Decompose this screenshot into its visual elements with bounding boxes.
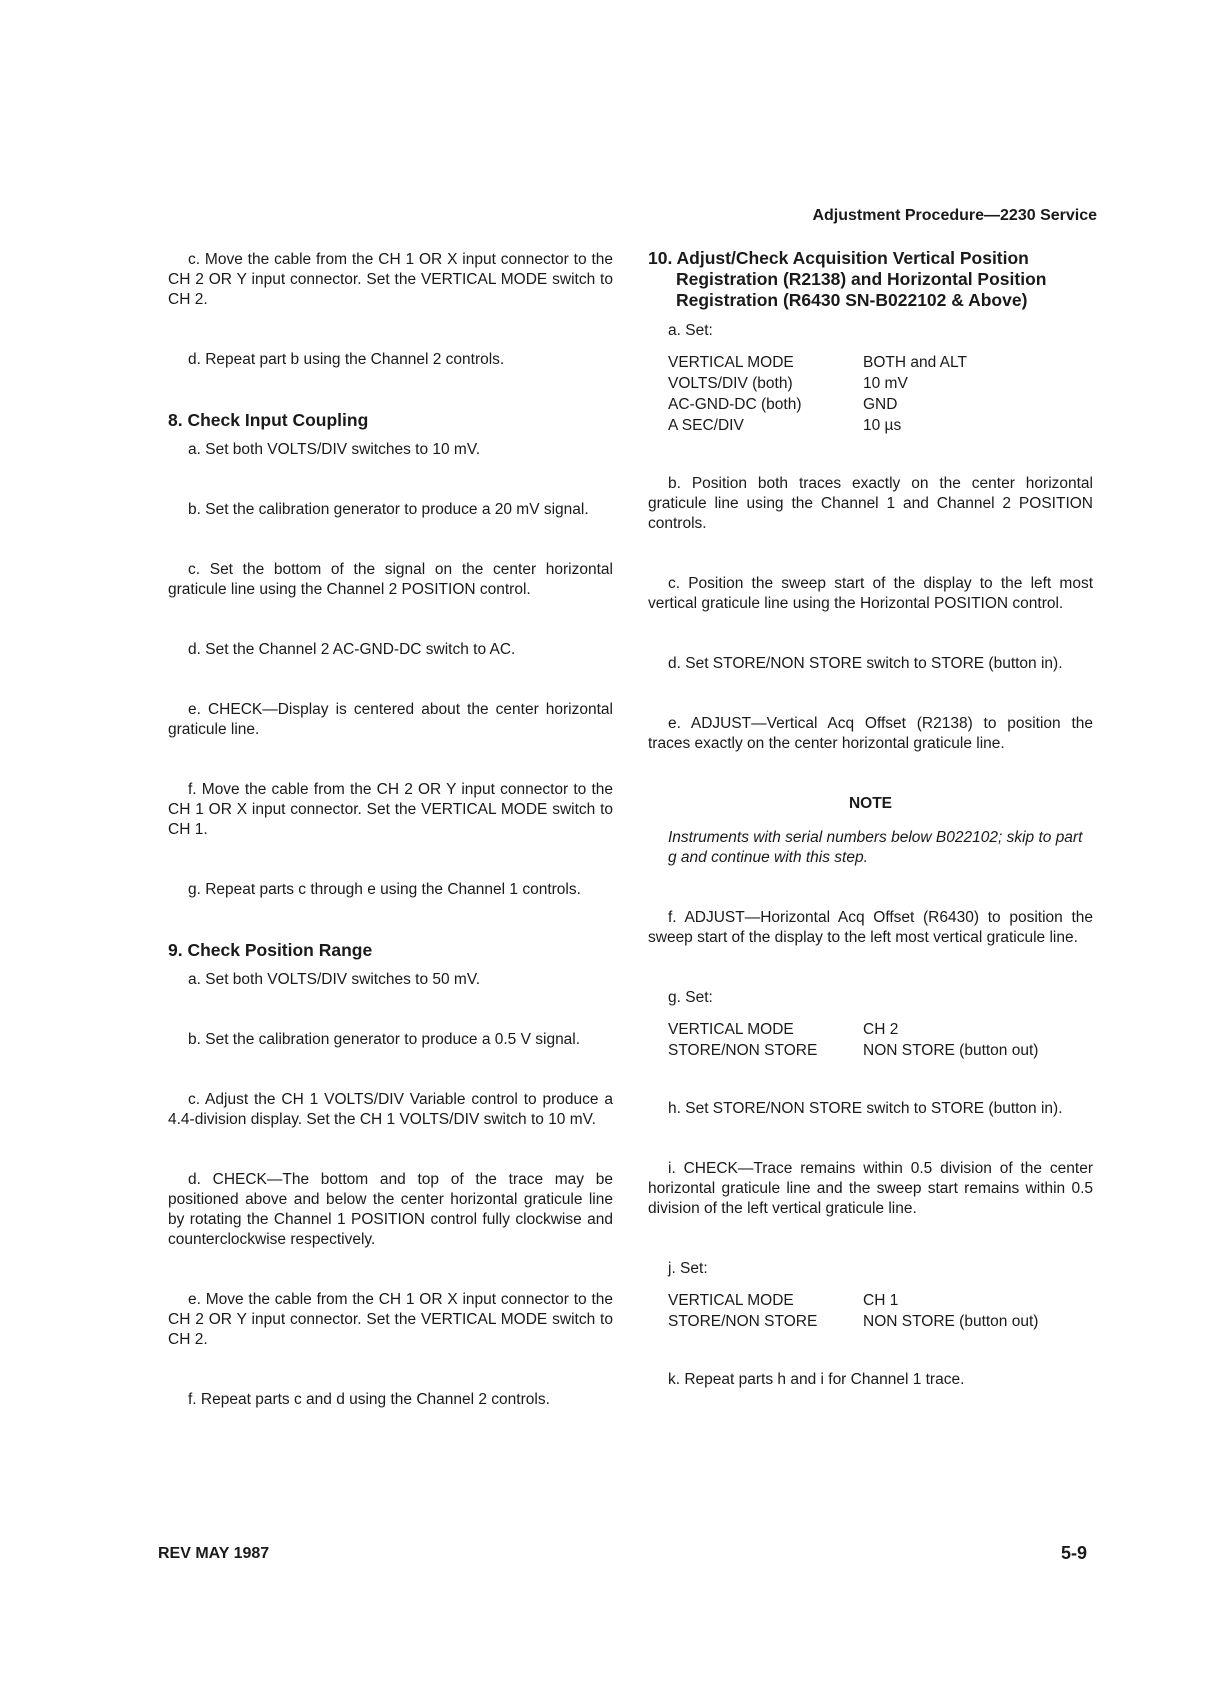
step8-part-a: a. Set both VOLTS/DIV switches to 10 mV. bbox=[188, 441, 481, 458]
step8-part-f: f. Move the cable from the CH 2 OR Y input connector to the CH 1 OR X input connector. Set the VERTICAL MODE switch to CH 1. bbox=[168, 781, 613, 838]
setting-value: NON STORE (button out) bbox=[863, 1042, 1039, 1059]
step10-part-d: d. Set STORE/NON STORE switch to STORE (button in). bbox=[668, 655, 1063, 672]
step10-part-b: b. Position both traces exactly on the center horizontal graticule line using the Channel 1 and Channel 2 POSITION controls. bbox=[648, 475, 1093, 532]
step10-part-k: k. Repeat parts h and i for Channel 1 trace. bbox=[668, 1371, 965, 1388]
settings-table-g bbox=[668, 1020, 1093, 1061]
step10-part-a: a. Set: bbox=[668, 322, 713, 339]
step9-part-c: c. Adjust the CH 1 VOLTS/DIV Variable control to produce a 4.4-division display. Set the CH 1 VOLTS/DIV switch to 10 mV. bbox=[168, 1091, 613, 1128]
step8-heading: 8. Check Input Coupling bbox=[168, 410, 369, 430]
setting-value: CH 2 bbox=[863, 1021, 899, 1038]
step7-part-d: d. Repeat part b using the Channel 2 controls. bbox=[188, 351, 505, 368]
setting-value: CH 1 bbox=[863, 1292, 899, 1309]
left-column bbox=[168, 250, 613, 1450]
step10-part-c: c. Position the sweep start of the display to the left most vertical graticule line using the Horizontal POSITION control. bbox=[648, 575, 1093, 612]
running-header: Adjustment Procedure—2230 Service bbox=[812, 207, 1097, 224]
step9-part-b: b. Set the calibration generator to produce a 0.5 V signal. bbox=[188, 1031, 581, 1048]
page-number: 5-9 bbox=[1060, 1543, 1087, 1563]
step10-part-f: f. ADJUST—Horizontal Acq Offset (R6430) to position the sweep start of the display to the left most vertical graticule line. bbox=[648, 909, 1093, 946]
step9-part-f: f. Repeat parts c and d using the Channel 2 controls. bbox=[188, 1391, 550, 1408]
setting-value: 10 mV bbox=[863, 375, 908, 392]
step10-part-h: h. Set STORE/NON STORE switch to STORE (button in). bbox=[668, 1100, 1063, 1117]
step10-part-j: j. Set: bbox=[668, 1260, 708, 1277]
note-heading: NOTE bbox=[848, 795, 893, 812]
step9-part-d: d. CHECK—The bottom and top of the trace may be positioned above and below the center horizontal graticule line by rotating the Channel 1 POSITION control fully clockwise and counterclockwise respectively. bbox=[168, 1171, 613, 1248]
step9-part-e: e. Move the cable from the CH 1 OR X input connector to the CH 2 OR Y input connector. Set the VERTICAL MODE switch to CH 2. bbox=[168, 1291, 613, 1348]
step9-part-a: a. Set both VOLTS/DIV switches to 50 mV. bbox=[188, 971, 481, 988]
setting-key: A SEC/DIV bbox=[668, 417, 744, 434]
step7-part-c: c. Move the cable from the CH 1 OR X input connector to the CH 2 OR Y input connector. Set the VERTICAL MODE switch to CH 2. bbox=[168, 251, 613, 308]
setting-key: STORE/NON STORE bbox=[668, 1042, 818, 1059]
step8-part-c: c. Set the bottom of the signal on the center horizontal graticule line using the Channel 2 POSITION control. bbox=[168, 561, 613, 598]
setting-value: NON STORE (button out) bbox=[863, 1313, 1039, 1330]
setting-key: AC-GND-DC (both) bbox=[668, 396, 802, 413]
step10-part-g: g. Set: bbox=[668, 989, 713, 1006]
step10-heading: 10. Adjust/Check Acquisition Vertical Position Registration (R2138) and Horizontal Position Registration (R6430 SN-B022102 & Above) bbox=[648, 248, 1047, 310]
note-text: Instruments with serial numbers below B022102; skip to part g and continue with this step. bbox=[668, 829, 1083, 866]
setting-key: VOLTS/DIV (both) bbox=[668, 375, 793, 392]
step10-part-e: e. ADJUST—Vertical Acq Offset (R2138) to position the traces exactly on the center horizontal graticule line. bbox=[648, 715, 1093, 752]
step8-part-e: e. CHECK—Display is centered about the center horizontal graticule line. bbox=[168, 701, 613, 738]
settings-table-a bbox=[668, 353, 1093, 436]
step8-part-b: b. Set the calibration generator to produce a 20 mV signal. bbox=[188, 501, 589, 518]
setting-value: BOTH and ALT bbox=[863, 354, 967, 371]
setting-key: VERTICAL MODE bbox=[668, 1021, 794, 1038]
setting-key: STORE/NON STORE bbox=[668, 1313, 818, 1330]
setting-key: VERTICAL MODE bbox=[668, 1292, 794, 1309]
right-column bbox=[648, 248, 1093, 1430]
setting-key: VERTICAL MODE bbox=[668, 354, 794, 371]
step9-heading: 9. Check Position Range bbox=[168, 940, 373, 960]
setting-value: GND bbox=[863, 396, 898, 413]
setting-value: 10 µs bbox=[863, 417, 902, 434]
settings-table-j bbox=[668, 1291, 1093, 1332]
step10-part-i: i. CHECK—Trace remains within 0.5 division of the center horizontal graticule line and the sweep start remains within 0.5 division of the left vertical graticule line. bbox=[648, 1160, 1093, 1217]
step8-part-g: g. Repeat parts c through e using the Channel 1 controls. bbox=[188, 881, 581, 898]
step8-part-d: d. Set the Channel 2 AC-GND-DC switch to AC. bbox=[188, 641, 516, 658]
revision-date: REV MAY 1987 bbox=[158, 1545, 270, 1562]
